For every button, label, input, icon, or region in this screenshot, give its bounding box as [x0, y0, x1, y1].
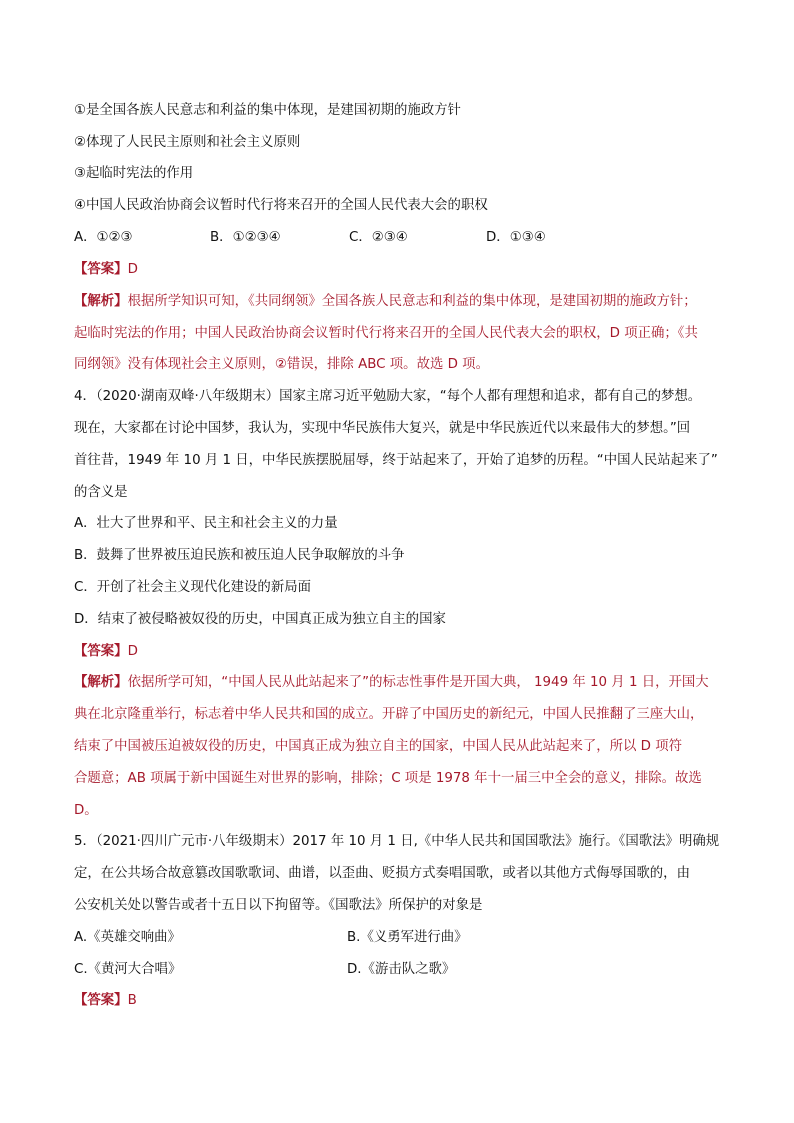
q4-option-b: B．鼓舞了世界被压迫民族和被压迫人民争取解放的斗争: [74, 548, 405, 563]
q4-analysis-line-5: D。: [74, 803, 98, 818]
q4-analysis-line-4: 合题意；AB 项属于新中国诞生对世界的影响，排除；C 项是 1978 年十一届三中全会的意义，排除。故选: [74, 771, 702, 786]
q4-stem-line-3: 首往昔，1949 年 10 月 1 日，中华民族摆脱屈辱，终于站起来了，开始了追梦的历程。“中国人民站起来了”: [74, 453, 718, 468]
q3-analysis-line-3: 同纲领》没有体现社会主义原则，②错误，排除 ABC 项。故选 D 项。: [74, 357, 489, 372]
q5-stem-line-1: 5．（2021·四川广元市·八年级期末）2017 年 10 月 1 日,《中华人民共和国国歌法》施行。《国歌法》明确规: [74, 834, 720, 849]
q5-stem-line-2: 定，在公共场合故意篡改国歌歌词、曲谱，以歪曲、贬损方式奏唱国歌，或者以其他方式侮辱国歌的，由: [74, 866, 690, 881]
q3-option-d: D．①③④: [486, 230, 546, 245]
q5-option-c: C.《黄河大合唱》: [74, 962, 182, 977]
q3-item-3: ③起临时宪法的作用: [74, 166, 194, 181]
q5-answer: [74, 991, 726, 1011]
q3-analysis-tag: 【解析】: [74, 294, 128, 309]
q4-option-c: C．开创了社会主义现代化建设的新局面: [74, 580, 311, 595]
q3-item-4: ④中国人民政治协商会议暂时代行将来召开的全国人民代表大会的职权: [74, 198, 488, 213]
q5-option-d: D.《游击队之歌》: [347, 962, 456, 977]
q3-analysis-text-1: 根据所学知识可知，《共同纲领》全国各族人民意志和利益的集中体现，是建国初期的施政方针；: [127, 294, 697, 309]
q3-option-a: A．①②③: [74, 230, 133, 245]
q4-analysis-tag: 【解析】: [74, 675, 128, 690]
q4-analysis-line-1: [74, 673, 726, 693]
q3-answer-tag: 【答案】: [74, 262, 128, 277]
q3-answer-value: D: [127, 262, 138, 277]
q4-answer-value: D: [127, 644, 138, 659]
q3-item-1: ①是全国各族人民意志和利益的集中体现，是建国初期的施政方针: [74, 103, 461, 118]
q5-answer-tag: 【答案】: [74, 993, 128, 1008]
q3-option-c: C．②③④: [349, 230, 408, 245]
q3-option-b: B．①②③④: [210, 230, 281, 245]
q4-option-a: A．壮大了世界和平、民主和社会主义的力量: [74, 516, 338, 531]
q5-option-a: A.《英雄交响曲》: [74, 930, 181, 945]
q4-option-d: D．结束了被侵略被奴役的历史，中国真正成为独立自主的国家: [74, 612, 446, 627]
q4-analysis-line-2: 典在北京隆重举行，标志着中华人民共和国的成立。开辟了中国历史的新纪元，中国人民推翻了三座大山，: [74, 707, 704, 722]
q4-stem-line-1: 4．（2020·湖南双峰·八年级期末）国家主席习近平勉励大家，“每个人都有理想和追求，都有自己的梦想。: [74, 389, 702, 404]
q4-stem-line-4: 的含义是: [74, 485, 128, 500]
q4-analysis-text-1: 依据所学可知，“中国人民从此站起来了”的标志性事件是开国大典， 1949 年 10 月 1 日，开国大: [127, 675, 709, 690]
q5-answer-value: B: [127, 993, 137, 1008]
q5-option-b: B.《义勇军进行曲》: [347, 930, 468, 945]
q4-answer-tag: 【答案】: [74, 644, 128, 659]
q3-answer: [74, 260, 726, 280]
q4-answer: [74, 642, 726, 662]
q3-analysis-line-2: 起临时宪法的作用；中国人民政治协商会议暂时代行将来召开的全国人民代表大会的职权，D 项正确；《共: [74, 326, 698, 341]
q4-analysis-line-3: 结束了中国被压迫被奴役的历史，中国真正成为独立自主的国家，中国人民从此站起来了，所以 D 项符: [74, 739, 683, 754]
q4-stem-line-2: 现在，大家都在讨论中国梦，我认为，实现中华民族伟大复兴，就是中华民族近代以来最伟大的梦想。”回: [74, 421, 691, 436]
q3-item-2: ②体现了人民民主原则和社会主义原则: [74, 135, 301, 150]
q3-analysis-line-1: [74, 292, 726, 312]
q5-stem-line-3: 公安机关处以警告或者十五日以下拘留等。《国歌法》所保护的对象是: [74, 898, 483, 913]
